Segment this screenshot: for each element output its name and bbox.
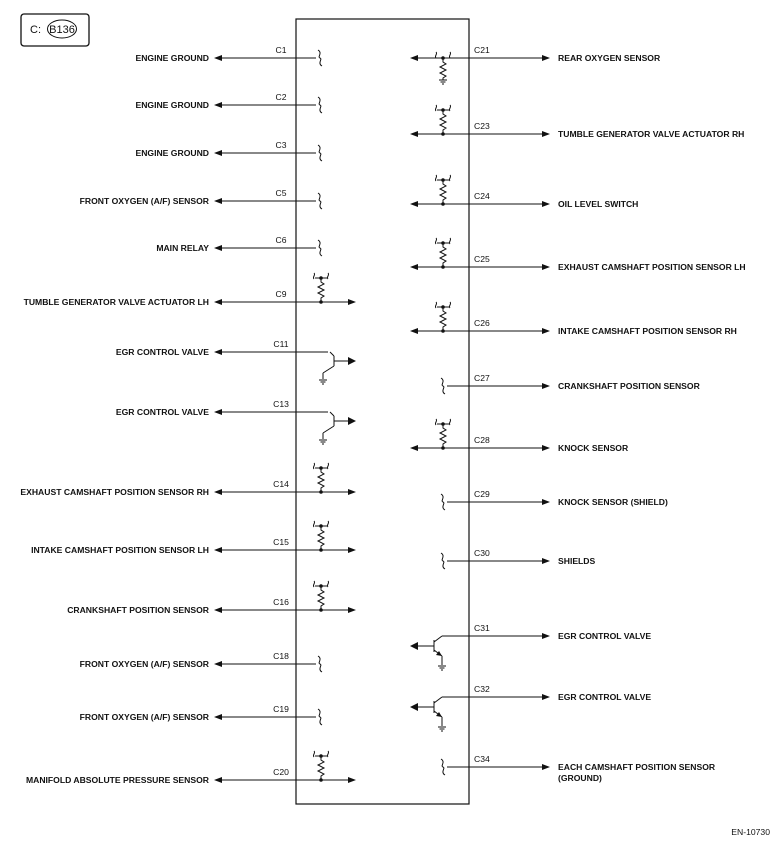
left-pin-label: MANIFOLD ABSOLUTE PRESSURE SENSOR bbox=[25, 775, 209, 785]
arrow-head bbox=[214, 489, 222, 495]
right-pin-c23 bbox=[410, 105, 744, 139]
right-pin-c34 bbox=[441, 754, 716, 783]
right-pin-number: C32 bbox=[474, 684, 490, 694]
left-pin-label: ENGINE GROUND bbox=[135, 53, 209, 63]
right-pin-label: EGR CONTROL VALVE bbox=[558, 692, 652, 702]
left-pin-label: TUMBLE GENERATOR VALVE ACTUATOR LH bbox=[23, 297, 209, 307]
arrow-head bbox=[348, 299, 356, 305]
transistor-emitter bbox=[323, 426, 334, 433]
resistor-symbol bbox=[318, 526, 324, 550]
arrow-head bbox=[214, 607, 222, 613]
right-pin-c28 bbox=[410, 419, 629, 453]
connection-break-symbol bbox=[318, 193, 322, 209]
left-pin-number: C14 bbox=[273, 479, 289, 489]
right-pin-number: C29 bbox=[474, 489, 490, 499]
transistor-collector bbox=[434, 636, 442, 642]
resistor-symbol bbox=[440, 243, 446, 267]
left-pin-label: EXHAUST CAMSHAFT POSITION SENSOR RH bbox=[20, 487, 209, 497]
arrow-head bbox=[214, 150, 222, 156]
arrow-head bbox=[542, 264, 550, 270]
arrow-head bbox=[214, 547, 222, 553]
arrow-head bbox=[348, 547, 356, 553]
left-pin-label: INTAKE CAMSHAFT POSITION SENSOR LH bbox=[31, 545, 209, 555]
right-pin-number: C28 bbox=[474, 435, 490, 445]
right-pin-label: EACH CAMSHAFT POSITION SENSOR bbox=[558, 762, 716, 772]
left-pin-number: C9 bbox=[275, 289, 287, 299]
left-pin-c14 bbox=[20, 463, 356, 497]
arrow-head bbox=[542, 764, 550, 770]
left-pin-c5 bbox=[80, 188, 322, 209]
resistor-symbol bbox=[318, 586, 324, 610]
right-pin-c29 bbox=[441, 489, 668, 510]
arrow-head bbox=[410, 642, 418, 650]
right-pin-number: C25 bbox=[474, 254, 490, 264]
left-pin-number: C11 bbox=[273, 339, 289, 349]
left-pin-c13 bbox=[116, 399, 356, 444]
right-pin-number: C34 bbox=[474, 754, 490, 764]
left-pin-number: C1 bbox=[275, 45, 287, 55]
right-pin-c21 bbox=[410, 45, 661, 84]
connection-break-symbol bbox=[441, 494, 445, 510]
arrow-head bbox=[542, 445, 550, 451]
arrow-head bbox=[542, 499, 550, 505]
left-pin-label: FRONT OXYGEN (A/F) SENSOR bbox=[79, 659, 209, 669]
arrow-head bbox=[542, 383, 550, 389]
arrow-head bbox=[542, 55, 550, 61]
connection-break-symbol bbox=[318, 97, 322, 113]
arrow-head bbox=[214, 102, 222, 108]
resistor-symbol bbox=[318, 468, 324, 492]
connection-break-symbol bbox=[318, 145, 322, 161]
arrow-head bbox=[348, 607, 356, 613]
wire-layer bbox=[20, 45, 745, 785]
left-pin-number: C13 bbox=[273, 399, 289, 409]
right-pin-c32 bbox=[410, 684, 651, 731]
right-pin-label: OIL LEVEL SWITCH bbox=[558, 199, 639, 209]
resistor-symbol bbox=[440, 110, 446, 134]
left-pin-number: C20 bbox=[273, 767, 289, 777]
connection-break-symbol bbox=[318, 240, 322, 256]
arrow-head bbox=[410, 131, 418, 137]
connection-break-symbol bbox=[318, 50, 322, 66]
left-pin-label: ENGINE GROUND bbox=[135, 100, 209, 110]
arrow-head bbox=[214, 661, 222, 667]
arrow-head bbox=[214, 55, 222, 61]
arrow-head bbox=[542, 201, 550, 207]
left-pin-label: CRANKSHAFT POSITION SENSOR bbox=[67, 605, 209, 615]
arrow-head bbox=[348, 417, 356, 425]
left-pin-label: EGR CONTROL VALVE bbox=[115, 407, 209, 417]
left-pin-label: MAIN RELAY bbox=[156, 243, 209, 253]
left-pin-c3 bbox=[135, 140, 322, 161]
right-pin-number: C30 bbox=[474, 548, 490, 558]
arrow-head bbox=[542, 633, 550, 639]
left-pin-number: C18 bbox=[273, 651, 289, 661]
resistor-symbol bbox=[440, 424, 446, 448]
connection-break-symbol bbox=[318, 656, 322, 672]
arrow-head bbox=[542, 131, 550, 137]
transistor-collector bbox=[330, 412, 334, 416]
right-pin-number: C21 bbox=[474, 45, 490, 55]
resistor-symbol bbox=[440, 307, 446, 331]
arrow-head bbox=[214, 349, 222, 355]
left-pin-c2 bbox=[135, 92, 322, 113]
left-pin-label: FRONT OXYGEN (A/F) SENSOR bbox=[79, 712, 209, 722]
right-pin-label: KNOCK SENSOR (SHIELD) bbox=[558, 497, 668, 507]
arrow-head bbox=[410, 328, 418, 334]
arrow-head bbox=[214, 245, 222, 251]
right-pin-label: EGR CONTROL VALVE bbox=[558, 631, 652, 641]
arrow-head bbox=[348, 777, 356, 783]
transistor-collector bbox=[434, 697, 442, 703]
left-pin-number: C6 bbox=[275, 235, 287, 245]
left-pin-number: C3 bbox=[275, 140, 287, 150]
resistor-symbol bbox=[440, 58, 446, 80]
left-pin-number: C2 bbox=[275, 92, 287, 102]
arrow-head bbox=[542, 558, 550, 564]
arrow-head bbox=[214, 777, 222, 783]
left-pin-c15 bbox=[31, 521, 356, 555]
left-pin-c19 bbox=[80, 704, 322, 725]
right-pin-c25 bbox=[410, 238, 746, 272]
right-pin-c31 bbox=[410, 623, 651, 670]
connector-badge bbox=[21, 14, 89, 46]
connection-break-symbol bbox=[441, 378, 445, 394]
right-pin-number: C23 bbox=[474, 121, 490, 131]
arrow-head bbox=[214, 714, 222, 720]
right-pin-label: INTAKE CAMSHAFT POSITION SENSOR RH bbox=[558, 326, 737, 336]
arrow-head bbox=[410, 264, 418, 270]
left-pin-number: C15 bbox=[273, 537, 289, 547]
arrow-head bbox=[214, 299, 222, 305]
right-pin-c30 bbox=[441, 548, 596, 569]
arrow-head bbox=[410, 703, 418, 711]
right-pin-number: C27 bbox=[474, 373, 490, 383]
resistor-symbol bbox=[440, 180, 446, 204]
left-pin-number: C16 bbox=[273, 597, 289, 607]
arrow-head bbox=[410, 445, 418, 451]
connection-break-symbol bbox=[441, 759, 445, 775]
right-pin-label: SHIELDS bbox=[558, 556, 596, 566]
left-pin-c16 bbox=[67, 581, 356, 615]
arrow-head bbox=[214, 409, 222, 415]
connector-prefix: C: bbox=[30, 24, 41, 36]
right-pin-number: C24 bbox=[474, 191, 490, 201]
left-pin-c11 bbox=[116, 339, 356, 384]
right-pin-label: TUMBLE GENERATOR VALVE ACTUATOR RH bbox=[558, 129, 745, 139]
transistor-emitter bbox=[323, 366, 334, 373]
arrow-head bbox=[542, 694, 550, 700]
right-pin-c24 bbox=[410, 175, 638, 209]
left-pin-number: C5 bbox=[275, 188, 287, 198]
arrow-head bbox=[410, 55, 418, 61]
left-pin-c6 bbox=[156, 235, 322, 256]
resistor-symbol bbox=[318, 278, 324, 302]
right-pin-c26 bbox=[410, 302, 737, 336]
right-pin-label: REAR OXYGEN SENSOR bbox=[558, 53, 661, 63]
left-pin-label: EGR CONTROL VALVE bbox=[115, 347, 209, 357]
arrow-head bbox=[410, 201, 418, 207]
left-pin-c18 bbox=[80, 651, 322, 672]
left-pin-label: ENGINE GROUND bbox=[135, 148, 209, 158]
connector-code: B136 bbox=[49, 24, 75, 36]
arrow-head bbox=[348, 357, 356, 365]
connection-break-symbol bbox=[441, 553, 445, 569]
connection-break-symbol bbox=[318, 709, 322, 725]
right-pin-number: C31 bbox=[474, 623, 490, 633]
transistor-collector bbox=[330, 352, 334, 356]
right-pin-number: C26 bbox=[474, 318, 490, 328]
left-pin-label: FRONT OXYGEN (A/F) SENSOR bbox=[79, 196, 209, 206]
right-pin-label: KNOCK SENSOR bbox=[558, 443, 629, 453]
left-pin-number: C19 bbox=[273, 704, 289, 714]
right-pin-c27 bbox=[441, 373, 701, 394]
arrow-head bbox=[542, 328, 550, 334]
junction-dot bbox=[441, 56, 445, 60]
left-pin-c1 bbox=[135, 45, 322, 66]
resistor-symbol bbox=[318, 756, 324, 780]
right-pin-label-line2: (GROUND) bbox=[558, 773, 602, 783]
left-pin-c9 bbox=[24, 273, 356, 307]
left-pin-c20 bbox=[26, 751, 356, 785]
right-pin-label: EXHAUST CAMSHAFT POSITION SENSOR LH bbox=[558, 262, 746, 272]
arrow-head bbox=[214, 198, 222, 204]
arrow-head bbox=[348, 489, 356, 495]
figure-id: EN-10730 bbox=[731, 827, 770, 837]
right-pin-label: CRANKSHAFT POSITION SENSOR bbox=[558, 381, 700, 391]
